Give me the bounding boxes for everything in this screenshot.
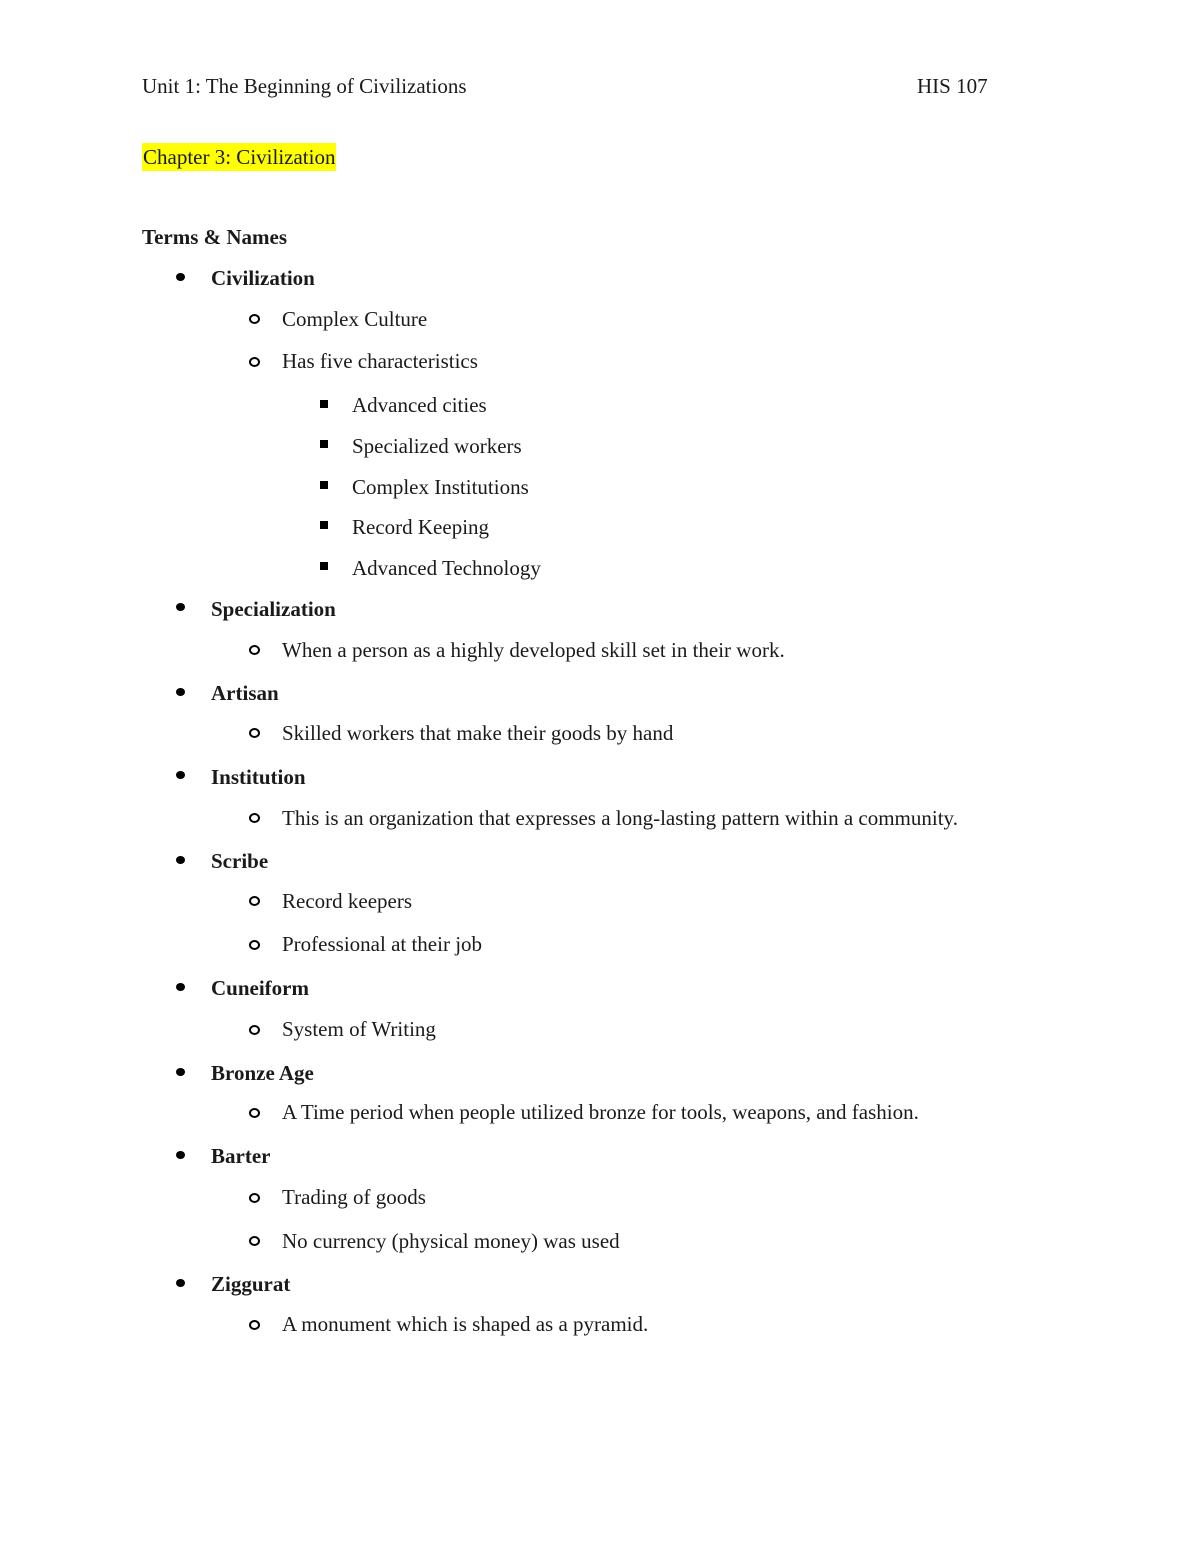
- bullet-circle-icon: [249, 1108, 260, 1118]
- term-name: Artisan: [211, 681, 279, 705]
- bullet-disc-icon: [176, 688, 185, 696]
- term-point: This is an organization that expresses a long-lasting pattern within a community.: [282, 806, 958, 830]
- header-course-code: HIS 107: [917, 74, 988, 98]
- bullet-circle-icon: [249, 940, 260, 950]
- term-subpoint: Advanced Technology: [352, 556, 541, 580]
- term-point: No currency (physical money) was used: [282, 1229, 620, 1253]
- term-subpoint: Record Keeping: [352, 515, 490, 539]
- header-unit-title: Unit 1: The Beginning of Civilizations: [142, 74, 467, 98]
- bullet-square-icon: [320, 521, 328, 529]
- bullet-disc-icon: [176, 1068, 185, 1076]
- section-heading: Terms & Names: [142, 225, 288, 249]
- term-subpoint: Complex Institutions: [352, 475, 529, 499]
- bullet-circle-icon: [249, 896, 260, 906]
- term-name: Civilization: [211, 266, 315, 290]
- bullet-circle-icon: [249, 1236, 260, 1246]
- term-point: A monument which is shaped as a pyramid.: [282, 1312, 649, 1336]
- bullet-disc-icon: [176, 771, 185, 779]
- bullet-circle-icon: [249, 645, 260, 655]
- term-name: Cuneiform: [211, 976, 309, 1000]
- term-point: When a person as a highly developed skill set in their work.: [282, 638, 785, 662]
- term-point: Professional at their job: [282, 932, 483, 956]
- bullet-circle-icon: [249, 813, 260, 823]
- bullet-square-icon: [320, 481, 328, 489]
- term-point: Complex Culture: [282, 307, 428, 331]
- term-subpoint: Specialized workers: [352, 434, 522, 458]
- bullet-circle-icon: [249, 728, 260, 738]
- bullet-disc-icon: [176, 273, 185, 281]
- bullet-square-icon: [320, 562, 328, 570]
- term-name: Ziggurat: [211, 1272, 291, 1296]
- bullet-circle-icon: [249, 1025, 260, 1035]
- bullet-circle-icon: [249, 314, 260, 324]
- term-subpoint: Advanced cities: [352, 393, 487, 417]
- term-point: System of Writing: [282, 1017, 436, 1041]
- term-point: Trading of goods: [282, 1185, 426, 1209]
- term-point: A Time period when people utilized bronze for tools, weapons, and fashion.: [282, 1100, 919, 1124]
- bullet-disc-icon: [176, 603, 185, 611]
- bullet-disc-icon: [176, 856, 185, 864]
- bullet-disc-icon: [176, 1279, 185, 1287]
- term-name: Specialization: [211, 597, 336, 621]
- term-name: Institution: [211, 765, 306, 789]
- bullet-circle-icon: [249, 1193, 260, 1203]
- chapter-title-highlighted: Chapter 3: Civilization: [143, 145, 336, 169]
- term-name: Barter: [211, 1144, 271, 1168]
- term-name: Scribe: [211, 849, 269, 873]
- term-name: Bronze Age: [211, 1061, 314, 1085]
- term-point: Has five characteristics: [282, 349, 478, 373]
- bullet-square-icon: [320, 400, 328, 408]
- term-point: Skilled workers that make their goods by hand: [282, 721, 674, 745]
- bullet-circle-icon: [249, 357, 260, 367]
- bullet-circle-icon: [249, 1320, 260, 1330]
- bullet-disc-icon: [176, 983, 185, 991]
- bullet-disc-icon: [176, 1151, 185, 1159]
- term-point: Record keepers: [282, 889, 413, 913]
- bullet-square-icon: [320, 440, 328, 448]
